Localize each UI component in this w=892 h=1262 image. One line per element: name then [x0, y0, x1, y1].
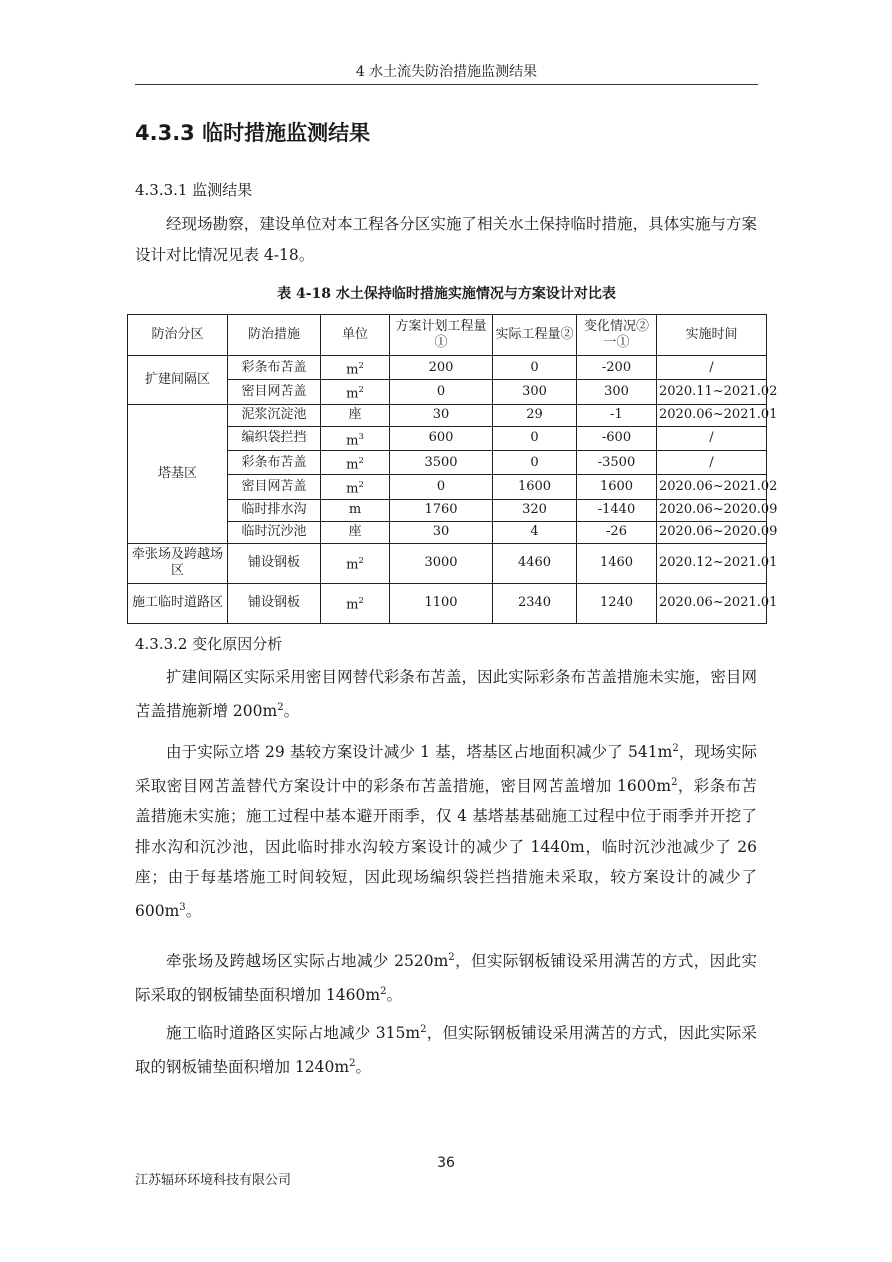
planned-cell: 0: [390, 475, 493, 499]
actual-cell: 0: [493, 356, 577, 380]
unit-cell: m: [321, 499, 390, 521]
table-header-row: [128, 315, 767, 356]
comparison-table: [127, 314, 778, 624]
unit-cell: 座: [321, 521, 390, 543]
change-cell: -1: [577, 404, 657, 426]
table-caption: 表 4-18 水土保持临时措施实施情况与方案设计对比表: [277, 286, 616, 302]
running-header: 4 水土流失防治措施监测结果: [355, 64, 538, 80]
change-cell: 1600: [577, 475, 657, 499]
actual-cell: 2340: [493, 583, 577, 623]
measure-cell: 彩条布苫盖: [228, 450, 321, 474]
header-cell: 防治措施: [228, 315, 321, 356]
analysis-paragraph: 由于实际立塔 29 基较方案设计减少 1 基，塔基区占地面积减少了 $541m^2$，现场实际采取密目网苫盖替代方案设计中的彩条布苫盖措施，密目网苫盖增加 $1600m^2$，彩条布苫盖措施未实施；施工过程中基本避开雨季，仅 4 基塔基基础施工过程中位于雨季并开挖了排水沟和沉沙池，因此临时排水沟较方案设计的减少了 1440m，临时沉沙池减少了 26 座；由于每基塔施工时间较短，因此现场编织袋拦挡措施未采取，较方案设计的减少了 $600m^3$。: [135, 743, 757, 920]
table-body: [128, 356, 778, 624]
unit-cell: $m^2$: [321, 543, 390, 583]
change-cell: 1460: [577, 543, 657, 583]
company-name: 江苏辐环环境科技有限公司: [135, 1173, 292, 1188]
zone-cell: 塔基区: [128, 404, 228, 543]
table-row: [128, 543, 767, 583]
header-cell: 防治分区: [128, 315, 228, 356]
analysis-paragraph: 施工临时道路区实际占地减少 $315m^2$，但实际钢板铺设采用满苫的方式，因此实际采取的钢板铺垫面积增加 $1240m^2$。: [135, 1024, 757, 1076]
change-cell: -1440: [577, 499, 657, 521]
planned-cell: 30: [390, 521, 493, 543]
analysis-paragraph: 牵张场及跨越场区实际占地减少 $2520m^2$，但实际钢板铺设采用满苫的方式，因此实际采取的钢板铺垫面积增加 $1460m^2$。: [135, 952, 757, 1004]
period-cell: 2020.06~2021.02: [657, 475, 767, 499]
header-cell: 单位: [321, 315, 390, 356]
period-cell: 2020.06~2020.09: [657, 521, 767, 543]
period-cell: 2020.12~2021.01: [657, 543, 767, 583]
change-cell: -200: [577, 356, 657, 380]
unit-cell: $m^2$: [321, 380, 390, 404]
zone-cell: 牵张场及跨越场区: [128, 543, 228, 583]
unit-cell: $m^2$: [321, 475, 390, 499]
planned-cell: 0: [390, 380, 493, 404]
header-cell: 实施时间: [657, 315, 767, 356]
header-cell: 变化情况②一①: [577, 315, 657, 356]
zone-cell: 扩建间隔区: [128, 356, 228, 405]
actual-cell: 0: [493, 450, 577, 474]
unit-cell: 座: [321, 404, 390, 426]
measure-cell: 密目网苫盖: [228, 380, 321, 404]
change-cell: 300: [577, 380, 657, 404]
page-number: 36: [437, 1155, 455, 1171]
unit-cell: $m^2$: [321, 583, 390, 623]
planned-cell: 30: [390, 404, 493, 426]
section-title: 4.3.3 临时措施监测结果: [135, 121, 371, 145]
change-cell: -3500: [577, 450, 657, 474]
analysis-paragraph: 扩建间隔区实际采用密目网替代彩条布苫盖，因此实际彩条布苫盖措施未实施，密目网苫盖措施新增 $200m^2$。: [135, 668, 757, 720]
period-cell: 2020.11~2021.02: [657, 380, 767, 404]
measure-cell: 泥浆沉淀池: [228, 404, 321, 426]
period-cell: /: [657, 426, 767, 450]
unit-cell: $m^2$: [321, 450, 390, 474]
actual-cell: 0: [493, 426, 577, 450]
planned-cell: 600: [390, 426, 493, 450]
measure-cell: 铺设钢板: [228, 543, 321, 583]
header-rule: [135, 84, 758, 85]
actual-cell: 320: [493, 499, 577, 521]
actual-cell: 1600: [493, 475, 577, 499]
planned-cell: 1100: [390, 583, 493, 623]
table-row: [128, 356, 767, 380]
actual-cell: 4460: [493, 543, 577, 583]
planned-cell: 200: [390, 356, 493, 380]
period-cell: /: [657, 450, 767, 474]
subsection-title-change-analysis: 4.3.3.2 变化原因分析: [135, 635, 283, 653]
measure-cell: 临时排水沟: [228, 499, 321, 521]
period-cell: 2020.06~2021.01: [657, 583, 767, 623]
unit-cell: $m^3$: [321, 426, 390, 450]
period-cell: /: [657, 356, 767, 380]
planned-cell: 3000: [390, 543, 493, 583]
header-cell: 方案计划工程量①: [390, 315, 493, 356]
zone-cell: 施工临时道路区: [128, 583, 228, 623]
actual-cell: 29: [493, 404, 577, 426]
change-cell: -26: [577, 521, 657, 543]
measure-cell: 编织袋拦挡: [228, 426, 321, 450]
unit-cell: $m^2$: [321, 356, 390, 380]
header-cell: 实际工程量②: [493, 315, 577, 356]
change-cell: -600: [577, 426, 657, 450]
actual-cell: 300: [493, 380, 577, 404]
table-row: [128, 583, 767, 623]
change-cell: 1240: [577, 583, 657, 623]
measure-cell: 彩条布苫盖: [228, 356, 321, 380]
period-cell: 2020.06~2020.09: [657, 499, 767, 521]
measure-cell: 临时沉沙池: [228, 521, 321, 543]
planned-cell: 3500: [390, 450, 493, 474]
actual-cell: 4: [493, 521, 577, 543]
period-cell: 2020.06~2021.01: [657, 404, 767, 426]
subsection-title-monitoring-results: 4.3.3.1 监测结果: [135, 181, 253, 199]
table-row: [128, 404, 767, 426]
intro-paragraph: 经现场勘察，建设单位对本工程各分区实施了相关水土保持临时措施，具体实施与方案设计对比情况见表 4-18。: [135, 215, 757, 264]
planned-cell: 1760: [390, 499, 493, 521]
measure-cell: 铺设钢板: [228, 583, 321, 623]
measure-cell: 密目网苫盖: [228, 475, 321, 499]
